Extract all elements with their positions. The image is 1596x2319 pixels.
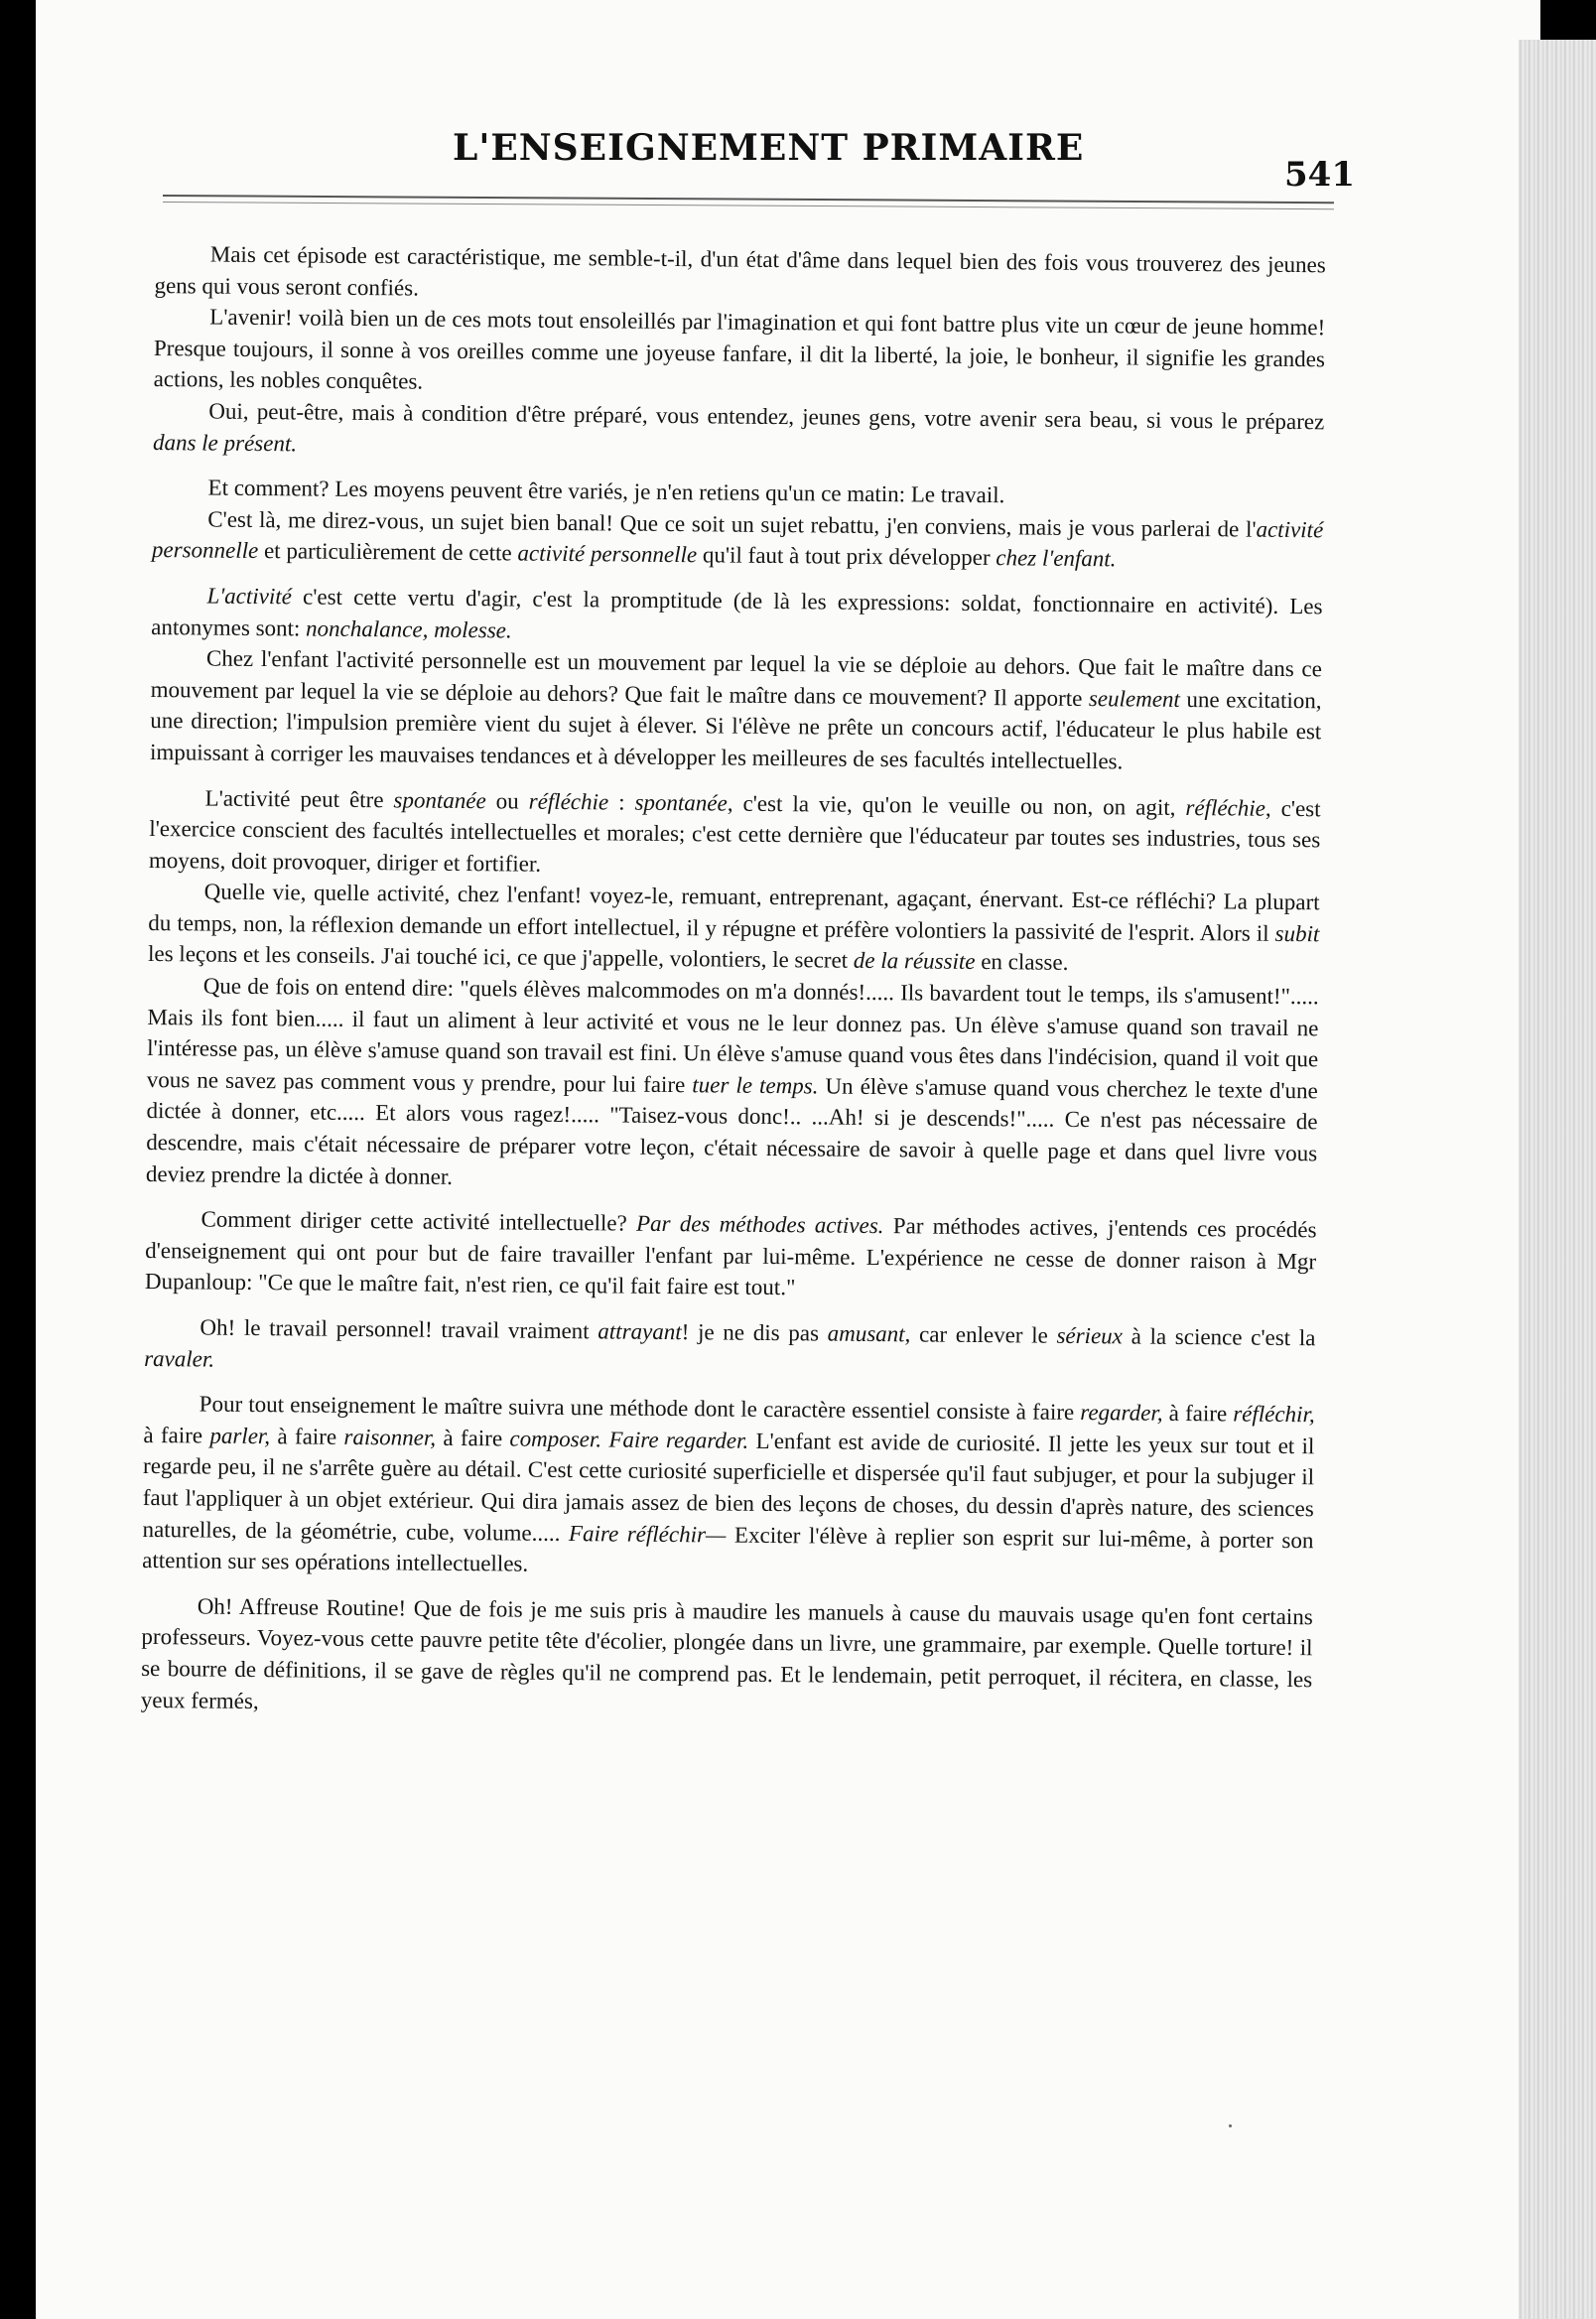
italic-text: Par des méthodes actives.: [635, 1210, 884, 1239]
text-run: Et comment? Les moyens peuvent être variés, je n'en retiens qu'un ce matin: Le travail.: [207, 475, 1005, 508]
book-page: [36, 0, 1540, 2319]
text-run: à faire: [143, 1422, 210, 1448]
italic-text: composer.: [509, 1426, 602, 1452]
text-run: L'enfant est avide de curiosité. Il jette les yeux sur tout et il regarde peu, il ne s'arrête guère au détail. C'est cette curiosité superficielle et dispersée qu'il faut subjuger, et pour la subjuger il faut l'appliquer à un objet extérieur. Qui dira jamais assez de bien des leçons de choses, du dessin d'après nature, des sciences naturelles, de la géométrie, cube, volume.....: [142, 1428, 1315, 1546]
paragraph: [153, 301, 1325, 406]
paragraph: [152, 503, 1324, 578]
scan-background: [1540, 0, 1596, 40]
paragraph: [142, 1388, 1315, 1587]
page-stack-edge: [1519, 40, 1596, 2319]
italic-text: Faire réfléchir—: [568, 1520, 727, 1548]
text-run: à la science c'est la: [1122, 1323, 1316, 1351]
italic-text: réfléchie: [528, 788, 609, 814]
italic-text: de la réussite: [853, 948, 976, 975]
paragraph: [145, 1203, 1317, 1308]
paragraph: [153, 395, 1325, 470]
text-run: qu'il faut à tout prix développer: [697, 542, 997, 571]
italic-text: dans le présent.: [152, 429, 298, 456]
italic-text: L'activité: [206, 583, 293, 610]
text-run: Oui, peut-être, mais à condition d'être préparé, vous entendez, jeunes gens, votre avenir sera beau, si vous le préparez: [208, 398, 1325, 435]
body-text: [141, 238, 1326, 1726]
speck: [1229, 2124, 1232, 2127]
italic-text: activité personnelle: [151, 516, 1324, 564]
text-run: Un élève s'amuse quand vous cherchez le texte d'une dictée à donner, etc..... Et alors vous ragez!..... "Taisez-vous donc!.. ...Ah! si je descends!"..... Ce n'est pas nécessaire de descendre, mais c'était nécessaire de préparer votre leçon, c'était nécessaire de savoir à quelle page et dans quel livre vous deviez prendre la dictée à donner.: [145, 1073, 1318, 1189]
paragraph: [150, 642, 1322, 779]
italic-text: attrayant: [598, 1318, 682, 1345]
text-run: à faire: [270, 1423, 344, 1449]
text-run: ! je ne dis pas: [681, 1319, 828, 1346]
text-run: Comment diriger cette activité intellectuelle?: [200, 1206, 637, 1236]
text-run: Oh! Affreuse Routine! Que de fois je me suis pris à maudire les manuels à cause du mauvais usage qu'en font certains professeurs. Voyez-vous cette pauvre petite tête d'écolier, plongée dans un livre, une grammaire, par exemple. Quelle torture! il se bourre de définitions, il se gave de règles qu'il ne comprend pas. Et le lendemain, petit perroquet, il récitera, en classe, les yeux fermés,: [140, 1593, 1313, 1713]
italic-text: réfléchie: [1185, 794, 1266, 821]
text-run: ou: [485, 787, 529, 814]
italic-text: nonchalance, molesse.: [306, 615, 512, 643]
text-run: car enlever le: [910, 1321, 1057, 1348]
paragraph: [154, 238, 1326, 313]
text-run: L'activité peut être: [204, 785, 394, 812]
header-rule-thin: [163, 202, 1334, 209]
paragraph: [148, 876, 1320, 981]
italic-text: ravaler.: [144, 1345, 215, 1372]
text-run: Par méthodes actives, j'entends ces procédés d'enseignement qui ont pour but de faire travailler l'enfant par lui-même. L'expérience ne cesse de donner raison à Mgr Dupanloup: "Ce que le maître fait, n'est rien, ce qu'il fait faire est tout.": [144, 1213, 1317, 1300]
italic-text: seulement: [1088, 685, 1180, 712]
italic-text: sérieux: [1056, 1322, 1124, 1349]
italic-text: chez l'enfant.: [996, 545, 1117, 572]
italic-text: subit: [1274, 920, 1320, 947]
paragraph: [149, 781, 1321, 887]
running-header-title: L'ENSEIGNEMENT PRIMAIRE: [453, 127, 1085, 169]
page-number: 541: [1284, 155, 1355, 195]
paragraph: [141, 1590, 1313, 1727]
text-run: les leçons et les conseils. J'ai touché ici, ce que j'appelle, volontiers, le secret: [147, 941, 854, 974]
italic-text: parler,: [209, 1423, 271, 1448]
text-run: Mais cet épisode est caractéristique, me semble-t-il, d'un état d'âme dans lequel bien des fois vous trouverez des jeunes gens qui vous seront confiés.: [154, 241, 1326, 301]
text-run: Chez l'enfant l'activité personnelle est un mouvement par lequel la vie se déploie au dehors. Que fait le maître dans ce mouvement par lequel la vie se déploie au dehors? Que fait le maître dans ce mouvement? Il apporte: [150, 645, 1323, 711]
text-run: , c'est la vie, qu'on le veuille ou non, on agit,: [727, 790, 1186, 820]
italic-text: réfléchir,: [1233, 1401, 1315, 1428]
text-run: C'est là, me direz-vous, un sujet bien banal! Que ce soit un sujet rebattu, j'en conviens, mais je vous parlerai de l': [207, 506, 1257, 542]
italic-text: regarder,: [1080, 1400, 1163, 1426]
italic-text: spontanée: [634, 789, 728, 816]
text-run: Oh! le travail personnel! travail vraiment: [200, 1314, 598, 1344]
text-run: Quelle vie, quelle activité, chez l'enfant! voyez-le, remuant, entreprenant, agaçant, énervant. Est-ce réfléchi? La plupart du temps, non, la réflexion demande un effort intellectuel, il y répugne et préfère volontiers la passivité de l'esprit. Alors il: [148, 879, 1320, 946]
text-run: une excitation, une direction; l'impulsion première vient du sujet à élever. Si l'élève ne prête un concours actif, l'éducateur le plus habile est impuissant à corriger les mauvaises tendances et à développer les meilleures de ses facultés intellectuelles.: [149, 686, 1322, 774]
text-run: c'est cette vertu d'agir, c'est la promptitude (de là les expressions: soldat, fonctionnaire en activité). Les antonymes sont:: [151, 584, 1323, 641]
italic-text: activité personnelle: [517, 540, 698, 568]
text-run: Exciter l'élève à replier son esprit sur lui-même, à porter son attention sur ses opérations intellectuelles.: [142, 1522, 1314, 1576]
text-run: , c'est l'exercice conscient des facultés intellectuelles et morales; c'est cette dernière que l'éducateur par toutes ses industries, tous ses moyens, doit provoquer, diriger et fortifier.: [148, 795, 1321, 877]
text-run: Que de fois on entend dire: "quels élèves malcommodes on m'a donnés!..... Ils bavardent tout le temps, ils s'amusent!"..... Mais ils font bien..... il faut un aliment à leur activité et vous ne le leur donnez pas. Un élève s'amuse quand son travail ne l'intéresse pas, un élève s'amuse quand son travail est fini. Un élève s'amuse quand vous êtes dans l'indécision, quand il voit que vous ne savez pas comment vous y prendre, pour lui faire: [146, 973, 1319, 1098]
text-run: à faire: [1162, 1400, 1234, 1427]
text-run: à faire: [435, 1425, 510, 1451]
text-run: et particulièrement de cette: [258, 538, 518, 566]
paragraph: [144, 1311, 1316, 1386]
paragraph: [146, 970, 1319, 1200]
italic-text: raisonner,: [343, 1424, 437, 1450]
italic-text: spontanée: [393, 786, 486, 813]
italic-text: tuer le temps.: [692, 1072, 819, 1099]
italic-text: amusant,: [827, 1320, 911, 1347]
text-run: L'avenir! voilà bien un de ces mots tout ensoleillés par l'imagination et qui font battre plus vite un cœur de jeune homme! Presque toujours, il sonne à vos oreilles comme une joyeuse fanfare, il dit la liberté, la joie, le bonheur, il signifie les grandes actions, les nobles conquêtes.: [153, 304, 1326, 394]
paragraph: [151, 580, 1323, 654]
text-run: en classe.: [975, 949, 1069, 976]
italic-text: Faire regarder.: [608, 1427, 749, 1453]
text-run: Pour tout enseignement le maître suivra une méthode dont le caractère essentiel consiste à faire: [199, 1391, 1081, 1426]
text-run: :: [608, 788, 635, 815]
